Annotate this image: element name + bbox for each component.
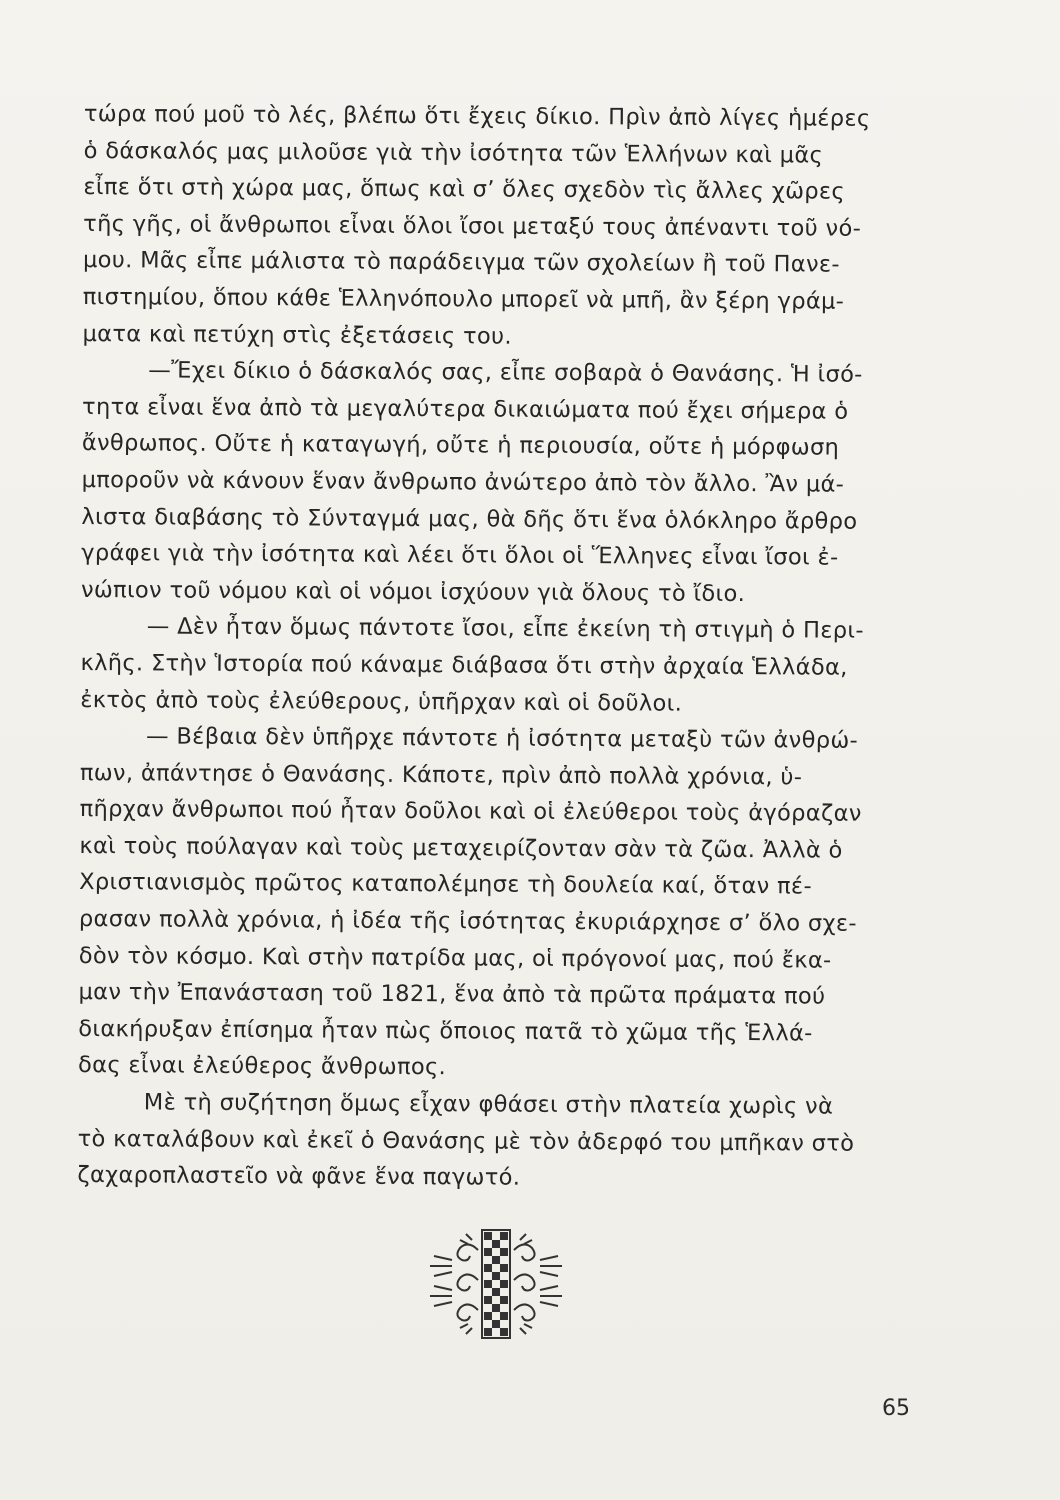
text-line: μου. Μᾶς εἶπε μάλιστα τὸ παράδειγμα τῶν σχολείων ἢ τοῦ Πανε- [82, 247, 840, 278]
text-line: μποροῦν νὰ κάνουν ἕναν ἄνθρωπο ἀνώτερο ἀπὸ τὸν ἄλλο. Ἂν μά- [81, 466, 845, 498]
text-line: — Βέβαια δὲν ὑπῆρχε πάντοτε ἡ ἰσότητα μεταξὺ τῶν ἀνθρώ- [146, 723, 859, 754]
text-line: τώρα πού μοῦ τὸ λές, βλέπω ὅτι ἔχεις δίκιο. Πρὶν ἀπὸ λίγες ἡμέρες [83, 100, 871, 132]
text-line: εἶπε ὅτι στὴ χώρα μας, ὅπως καὶ σ’ ὅλες σχεδὸν τὶς ἄλλες χῶρες [83, 174, 846, 205]
text-line: λιστα διαβάσης τὸ Σύνταγμά μας, θὰ δῆς ὅτι ἕνα ὁλόκληρο ἄρθρο [81, 503, 858, 535]
text-line: Μὲ τὴ συζήτηση ὅμως εἶχαν φθάσει στὴν πλατεία χωρὶς νὰ [143, 1089, 834, 1120]
paragraph-1 [82, 96, 954, 357]
text-line: ματα καὶ πετύχη στὶς ἐξετάσεις του. [82, 320, 512, 350]
text-line: πῆρχαν ἄνθρωποι πού ἦταν δοῦλοι καὶ οἱ ἐλεύθεροι τοὺς ἀγόραζαν [79, 796, 862, 828]
text-line: Χριστιανισμὸς πρῶτος καταπολέμησε τὴ δουλεία καί, ὅταν πέ- [79, 869, 813, 900]
paragraph-5 [77, 1084, 948, 1199]
paragraph-3 [80, 608, 951, 723]
text-line: δας εἶναι ἐλεύθερος ἄνθρωπος. [77, 1052, 447, 1081]
text-line: δὸν τὸν κόσμο. Καὶ στὴν πατρίδα μας, οἱ πρόγονοί μας, πού ἔκα- [78, 942, 832, 974]
text-line: πιστημίου, ὅπου κάθε Ἑλληνόπουλο μπορεῖ νὰ μπῆ, ἂν ξέρη γράμ- [82, 283, 845, 315]
text-line: πων, ἀπάντησε ὁ Θανάσης. Κάποτε, πρὶν ἀπὸ πολλὰ χρόνια, ὑ- [79, 759, 803, 791]
paragraph-4 [78, 718, 950, 1089]
text-line: ἐκτὸς ἀπὸ τοὺς ἐλεύθερους, ὑπῆρχαν καὶ οἱ δοῦλοι. [80, 686, 683, 717]
text-line: ρασαν πολλὰ χρόνια, ἡ ἰδέα τῆς ἰσότητας ἐκυριάρχησε σ’ ὅλο σχε- [78, 906, 857, 937]
text-line: ὁ δάσκαλός μας μιλοῦσε γιὰ τὴν ἰσότητα τῶν Ἑλλήνων καὶ μᾶς [83, 137, 824, 169]
text-line: διακήρυξαν ἐπίσημα ἦταν πὼς ὅποιος πατᾶ τὸ χῶμα τῆς Ἑλλά- [78, 1015, 813, 1047]
text-line: —Ἔχει δίκιο ὁ δάσκαλός σας, εἶπε σοβαρὰ ὁ Θανάσης. Ἡ ἰσό- [148, 357, 863, 388]
text-line: τῆς γῆς, οἱ ἄνθρωποι εἶναι ὅλοι ἴσοι μεταξύ τους ἀπέναντι τοῦ νό- [83, 210, 862, 242]
text-line: κλῆς. Στὴν Ἱστορία πού κάναμε διάβασα ὅτι στὴν ἀρχαία Ἑλλάδα, [80, 649, 848, 681]
text-line: — Δὲν ἦταν ὅμως πάντοτε ἴσοι, εἶπε ἐκείνη τὴ στιγμὴ ὁ Περι- [146, 613, 864, 645]
text-line: ζαχαροπλαστεῖο νὰ φᾶνε ἕνα παγωτό. [77, 1162, 521, 1191]
decorative-vignette-icon [426, 1222, 566, 1352]
text-line: μαν τὴν Ἐπανάσταση τοῦ 1821, ἕνα ἀπὸ τὰ πρῶτα πράματα πού [78, 979, 826, 1010]
text-line: νώπιον τοῦ νόμου καὶ οἱ νόμοι ἰσχύουν γιὰ ὅλους τὸ ἴδιο. [80, 576, 746, 607]
paragraph-2 [81, 352, 953, 613]
text-line: ἄνθρωπος. Οὔτε ἡ καταγωγή, οὔτε ἡ περιουσία, οὔτε ἡ μόρφωση [81, 430, 840, 461]
text-line: καὶ τοὺς πούλαγαν καὶ τοὺς μεταχειρίζονταν σὰν τὰ ζῶα. Ἀλλὰ ὁ [79, 832, 843, 864]
text-line: τητα εἶναι ἕνα ἀπὸ τὰ μεγαλύτερα δικαιώματα πού ἔχει σήμερα ὁ [82, 393, 849, 425]
text-line: γράφει γιὰ τὴν ἰσότητα καὶ λέει ὅτι ὅλοι οἱ Ἕλληνες εἶναι ἴσοι ἐ- [81, 540, 839, 571]
page-number: 65 [882, 1396, 910, 1421]
body-text [77, 96, 954, 1199]
text-line: τὸ καταλάβουν καὶ ἐκεῖ ὁ Θανάσης μὲ τὸν ἀδερφό του μπῆκαν στὸ [77, 1125, 855, 1157]
